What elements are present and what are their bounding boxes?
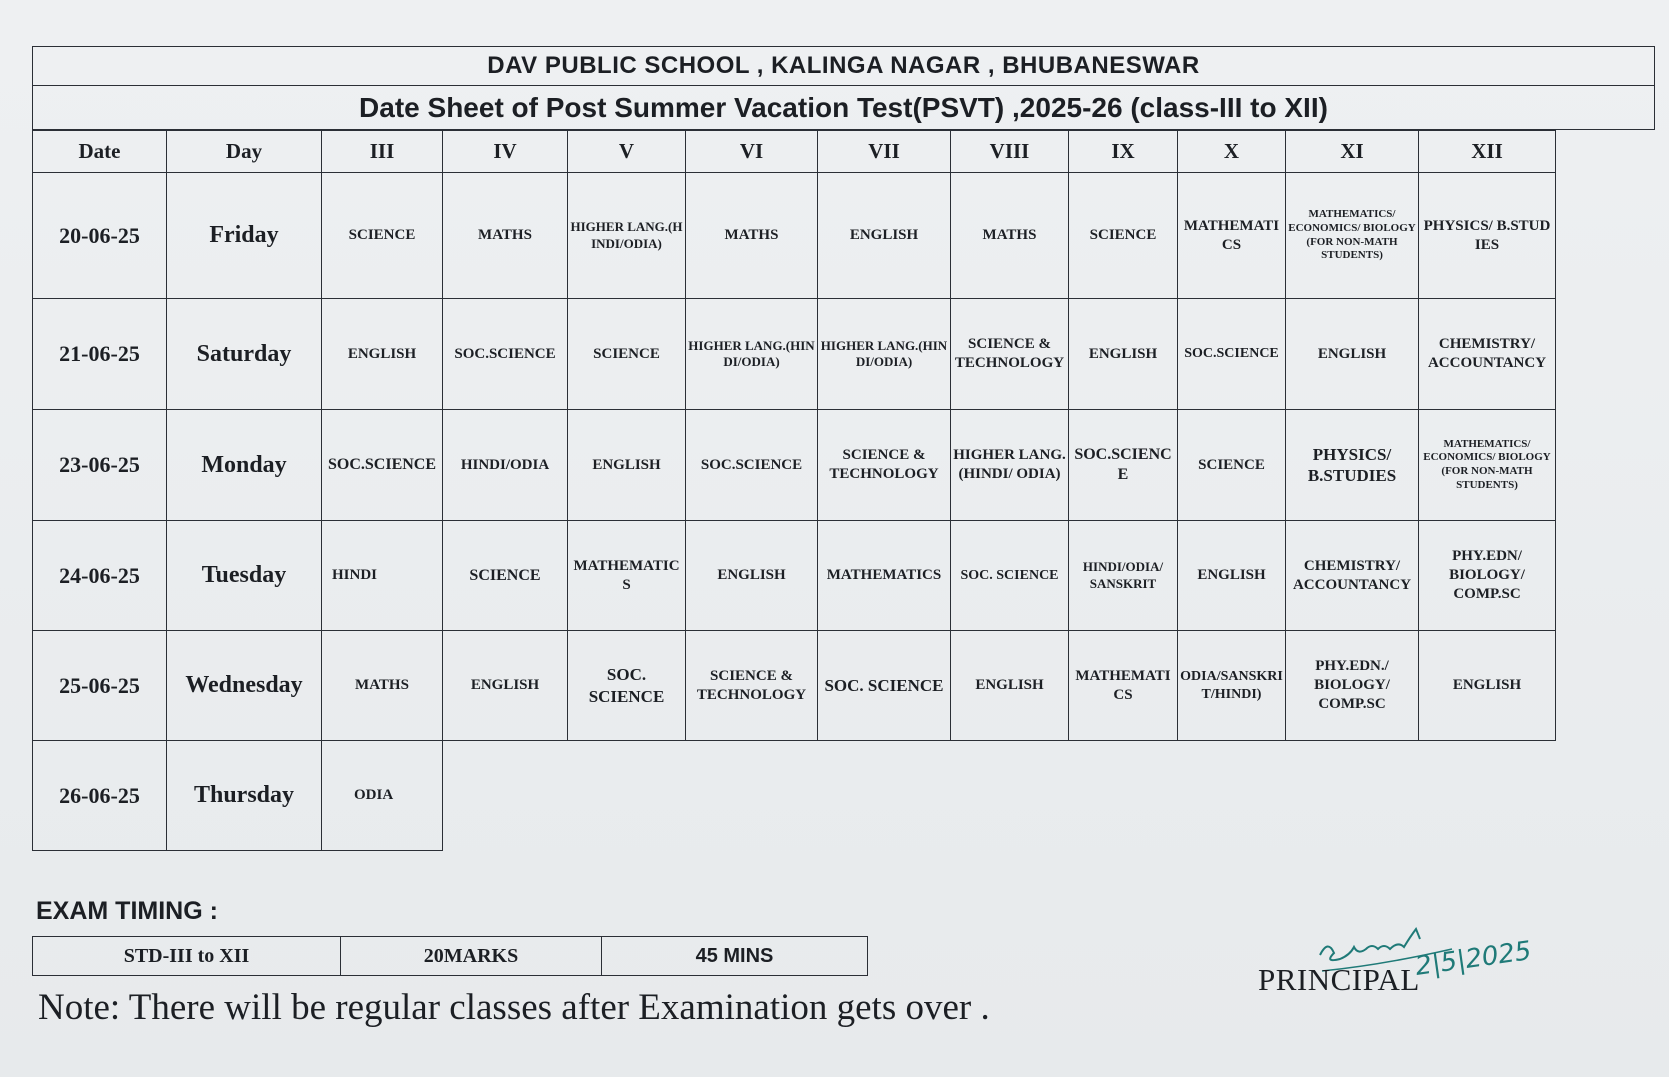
subject-cell: ENGLISH bbox=[951, 631, 1069, 741]
col-header: VII bbox=[818, 131, 951, 173]
school-name: DAV PUBLIC SCHOOL , KALINGA NAGAR , BHUBANESWAR bbox=[33, 47, 1654, 86]
subject-cell: ENGLISH bbox=[1178, 521, 1286, 631]
subject-cell: MATHEMATICS bbox=[1069, 631, 1178, 741]
table-row bbox=[33, 631, 1556, 741]
table-row bbox=[33, 741, 1556, 851]
timing-row bbox=[33, 937, 868, 976]
subject-cell: ENGLISH bbox=[443, 631, 568, 741]
subject-cell: HIGHER LANG.(HINDI/ODIA) bbox=[568, 173, 686, 299]
subject-cell: PHY.EDN/ BIOLOGY/ COMP.SC bbox=[1419, 521, 1556, 631]
subject-cell: MATHEMATICS/ ECONOMICS/ BIOLOGY (FOR NON-MATH STUDENTS) bbox=[1286, 173, 1419, 299]
subject-cell: HIGHER LANG.(HINDI/ODIA) bbox=[686, 299, 818, 410]
subject-cell: SOC. SCIENCE bbox=[818, 631, 951, 741]
date-cell: 23-06-25 bbox=[33, 410, 167, 521]
subject-cell: ENGLISH bbox=[1069, 299, 1178, 410]
document-title: Date Sheet of Post Summer Vacation Test(PSVT) ,2025-26 (class-III to XII) bbox=[359, 92, 1328, 123]
subject-cell: HINDI/ODIA bbox=[443, 410, 568, 521]
table-row bbox=[33, 173, 1556, 299]
day-cell: Saturday bbox=[167, 299, 322, 410]
col-header: VIII bbox=[951, 131, 1069, 173]
date-cell: 24-06-25 bbox=[33, 521, 167, 631]
subject-cell: HIGHER LANG.(HINDI/ ODIA) bbox=[951, 410, 1069, 521]
subject-cell: PHYSICS/ B.STUDIES bbox=[1286, 410, 1419, 521]
subject-cell: HINDI/ODIA/ SANSKRIT bbox=[1069, 521, 1178, 631]
subject-cell: SOC.SCIENCE bbox=[322, 410, 443, 521]
subject-cell: MATHS bbox=[951, 173, 1069, 299]
col-header: XI bbox=[1286, 131, 1419, 173]
subject-cell: SCIENCE bbox=[1069, 173, 1178, 299]
empty-area bbox=[443, 741, 1556, 851]
col-header: III bbox=[322, 131, 443, 173]
day-cell: Tuesday bbox=[167, 521, 322, 631]
subject-cell: MATHS bbox=[686, 173, 818, 299]
day-cell: Wednesday bbox=[167, 631, 322, 741]
subject-cell: SCIENCE bbox=[568, 299, 686, 410]
subject-cell: ENGLISH bbox=[1286, 299, 1419, 410]
subject-cell: SOC.SCIENCE bbox=[1069, 410, 1178, 521]
subject-cell: MATHEMATICS bbox=[1178, 173, 1286, 299]
exam-timing-label: EXAM TIMING : bbox=[36, 897, 218, 925]
subject-cell: MATHS bbox=[443, 173, 568, 299]
subject-cell: ENGLISH bbox=[686, 521, 818, 631]
col-header: V bbox=[568, 131, 686, 173]
subject-cell: SCIENCE bbox=[322, 173, 443, 299]
table-row bbox=[33, 299, 1556, 410]
day-cell: Monday bbox=[167, 410, 322, 521]
subject-cell: SOC.SCIENCE bbox=[686, 410, 818, 521]
exam-timing-table bbox=[32, 936, 868, 976]
col-header: X bbox=[1178, 131, 1286, 173]
header-row bbox=[33, 131, 1556, 173]
subject-cell: SCIENCE & TECHNOLOGY bbox=[951, 299, 1069, 410]
col-header: VI bbox=[686, 131, 818, 173]
subject-cell: MATHEMATICS bbox=[818, 521, 951, 631]
subject-cell: SOC. SCIENCE bbox=[951, 521, 1069, 631]
signature-date: 2|5|2025 bbox=[1413, 936, 1534, 982]
col-header: IV bbox=[443, 131, 568, 173]
subject-cell: ODIA bbox=[322, 741, 443, 851]
subject-cell: PHYSICS/ B.STUDIES bbox=[1419, 173, 1556, 299]
subject-cell: MATHEMATICS/ ECONOMICS/ BIOLOGY (FOR NON-MATH STUDENTS) bbox=[1419, 410, 1556, 521]
subject-cell: MATHS bbox=[322, 631, 443, 741]
subject-cell: SCIENCE bbox=[1178, 410, 1286, 521]
subject-cell: CHEMISTRY/ ACCOUNTANCY bbox=[1286, 521, 1419, 631]
table-row bbox=[33, 521, 1556, 631]
timing-std: STD-III to XII bbox=[33, 937, 341, 976]
col-header: XII bbox=[1419, 131, 1556, 173]
subject-cell: ENGLISH bbox=[322, 299, 443, 410]
subject-cell: SOC.SCIENCE bbox=[443, 299, 568, 410]
date-cell: 26-06-25 bbox=[33, 741, 167, 851]
date-sheet-table bbox=[32, 130, 1556, 851]
subject-cell: ENGLISH bbox=[1419, 631, 1556, 741]
date-cell: 21-06-25 bbox=[33, 299, 167, 410]
subject-cell: CHEMISTRY/ ACCOUNTANCY bbox=[1419, 299, 1556, 410]
subject-cell: HIGHER LANG.(HINDI/ODIA) bbox=[818, 299, 951, 410]
day-cell: Thursday bbox=[167, 741, 322, 851]
subject-cell: SCIENCE & TECHNOLOGY bbox=[686, 631, 818, 741]
subject-cell: HINDI bbox=[322, 521, 443, 631]
subject-cell: SOC. SCIENCE bbox=[568, 631, 686, 741]
col-header: Day bbox=[167, 131, 322, 173]
table-row bbox=[33, 410, 1556, 521]
subject-cell: SCIENCE bbox=[443, 521, 568, 631]
timing-marks: 20MARKS bbox=[341, 937, 602, 976]
day-cell: Friday bbox=[167, 173, 322, 299]
date-cell: 20-06-25 bbox=[33, 173, 167, 299]
subject-cell: ODIA/SANSKRIT/HINDI) bbox=[1178, 631, 1286, 741]
date-cell: 25-06-25 bbox=[33, 631, 167, 741]
col-header: IX bbox=[1069, 131, 1178, 173]
header-box bbox=[32, 46, 1655, 130]
subject-cell: MATHEMATICS bbox=[568, 521, 686, 631]
subject-cell: ENGLISH bbox=[818, 173, 951, 299]
timing-duration: 45 MINS bbox=[602, 937, 868, 976]
subject-cell: ENGLISH bbox=[568, 410, 686, 521]
principal-label: PRINCIPAL bbox=[1258, 962, 1420, 997]
subject-cell: SOC.SCIENCE bbox=[1178, 299, 1286, 410]
subject-cell: SCIENCE & TECHNOLOGY bbox=[818, 410, 951, 521]
col-header: Date bbox=[33, 131, 167, 173]
note-text: Note: There will be regular classes after Examination gets over . bbox=[38, 987, 990, 1028]
subject-cell: PHY.EDN./ BIOLOGY/ COMP.SC bbox=[1286, 631, 1419, 741]
